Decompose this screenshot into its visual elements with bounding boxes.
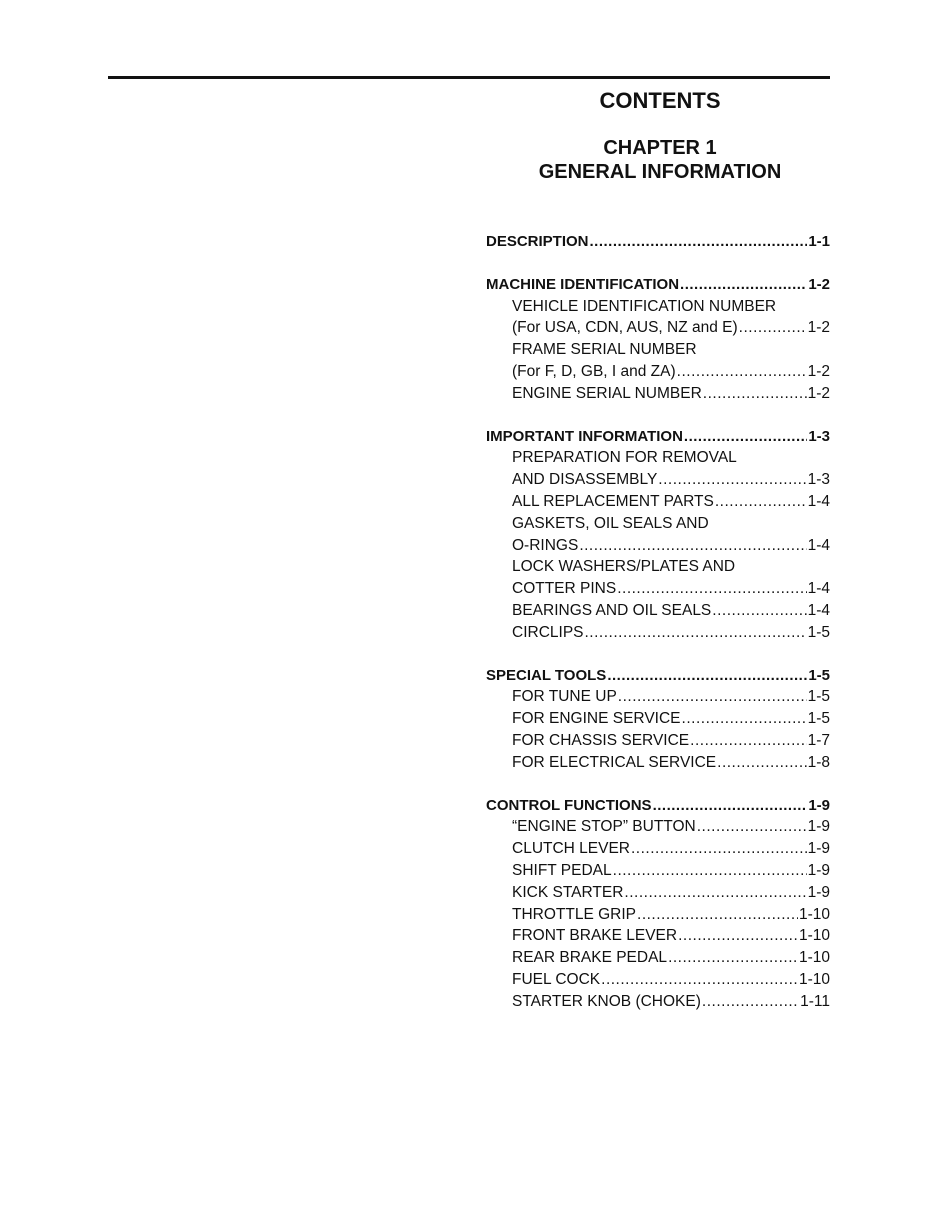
leader-dots [739, 317, 807, 339]
toc-entry[interactable] [486, 556, 830, 578]
toc-entry[interactable] [486, 882, 830, 904]
toc-page-number: 1-2 [807, 362, 830, 380]
toc-entry[interactable] [486, 339, 830, 361]
header-rule [108, 76, 830, 79]
toc-entry[interactable] [486, 686, 830, 708]
leader-dots [601, 969, 798, 991]
toc-page-number: 1-4 [807, 601, 830, 619]
chapter-number: CHAPTER 1 [603, 137, 717, 159]
leader-dots [607, 665, 807, 687]
toc-page-number: 1-9 [807, 883, 830, 901]
toc-entry[interactable] [486, 860, 830, 882]
toc-entry-label: PREPARATION FOR REMOVAL [512, 449, 737, 467]
toc-entry-label: CLUTCH LEVER [512, 840, 630, 858]
toc-entry[interactable] [486, 925, 830, 947]
toc-entry[interactable] [486, 513, 830, 535]
toc-entry[interactable] [486, 578, 830, 600]
toc-page-number: 1-9 [807, 840, 830, 858]
toc-entry[interactable] [486, 969, 830, 991]
leader-dots [579, 535, 806, 557]
page-title: CONTENTS [599, 88, 721, 113]
toc-section-heading[interactable] [486, 274, 830, 296]
toc-entry[interactable] [486, 816, 830, 838]
leader-dots [682, 708, 807, 730]
toc-section-heading[interactable] [486, 231, 830, 253]
toc-page-number: 1-11 [800, 992, 830, 1010]
toc-section-heading[interactable] [486, 426, 830, 448]
leader-dots [717, 752, 806, 774]
toc-entry[interactable] [486, 317, 830, 339]
toc-entry-label: FRAME SERIAL NUMBER [512, 341, 697, 359]
toc-section [486, 274, 830, 405]
toc-entry-label: LOCK WASHERS/PLATES AND [512, 558, 736, 576]
toc-section-title: CONTROL FUNCTIONS [486, 796, 652, 814]
toc-page-number: 1-5 [807, 623, 830, 641]
toc-section [486, 231, 830, 253]
toc-entry-label: FOR CHASSIS SERVICE [512, 731, 690, 749]
toc-page-number: 1-9 [807, 861, 830, 879]
table-of-contents [486, 231, 830, 1034]
leader-dots [715, 491, 807, 513]
toc-entry-label: (For USA, CDN, AUS, NZ and E) [512, 319, 738, 337]
toc-page-number: 1-9 [808, 796, 830, 814]
leader-dots [631, 838, 807, 860]
leader-dots [613, 860, 807, 882]
toc-page-number: 1-10 [798, 905, 830, 923]
toc-section [486, 795, 830, 1013]
toc-page-number: 1-4 [807, 580, 830, 598]
toc-entry[interactable] [486, 383, 830, 405]
leader-dots [637, 904, 798, 926]
toc-entry[interactable] [486, 904, 830, 926]
toc-page-number: 1-10 [798, 970, 830, 988]
toc-entry-label: (For F, D, GB, I and ZA) [512, 362, 676, 380]
toc-page-number: 1-10 [798, 949, 830, 967]
leader-dots [702, 991, 799, 1013]
toc-section-title: SPECIAL TOOLS [486, 666, 607, 684]
toc-page-number: 1-5 [807, 710, 830, 728]
toc-page-number: 1-2 [807, 384, 830, 402]
toc-section-title: IMPORTANT INFORMATION [486, 427, 683, 445]
toc-entry-label: STARTER KNOB (CHOKE) [512, 992, 701, 1010]
leader-dots [677, 361, 807, 383]
toc-entry[interactable] [486, 730, 830, 752]
leader-dots [697, 816, 807, 838]
chapter-title: GENERAL INFORMATION [538, 161, 782, 183]
leader-dots [684, 426, 807, 448]
toc-section-title: DESCRIPTION [486, 233, 589, 250]
toc-section [486, 426, 830, 644]
toc-entry-label: O-RINGS [512, 536, 579, 554]
toc-section-heading[interactable] [486, 795, 830, 817]
leader-dots [658, 469, 806, 491]
leader-dots [690, 730, 806, 752]
toc-entry[interactable] [486, 708, 830, 730]
toc-entry-label: ENGINE SERIAL NUMBER [512, 384, 702, 402]
toc-entry[interactable] [486, 491, 830, 513]
toc-entry-label: GASKETS, OIL SEALS AND [512, 514, 709, 532]
toc-entry-label: BEARINGS AND OIL SEALS [512, 601, 712, 619]
toc-page-number: 1-3 [808, 427, 830, 445]
toc-entry-label: REAR BRAKE PEDAL [512, 949, 668, 967]
toc-entry-label: FOR TUNE UP [512, 688, 617, 706]
toc-entry[interactable] [486, 600, 830, 622]
leader-dots [668, 947, 798, 969]
leader-dots [712, 600, 806, 622]
toc-entry-label: AND DISASSEMBLY [512, 471, 658, 489]
toc-entry-label: THROTTLE GRIP [512, 905, 637, 923]
toc-entry-label: VEHICLE IDENTIFICATION NUMBER [512, 297, 777, 315]
leader-dots [624, 882, 806, 904]
toc-entry-label: CIRCLIPS [512, 623, 584, 641]
toc-page-number: 1-2 [807, 319, 830, 337]
toc-entry-label: FOR ENGINE SERVICE [512, 710, 681, 728]
toc-section-title: MACHINE IDENTIFICATION [486, 275, 680, 293]
toc-entry-label: ALL REPLACEMENT PARTS [512, 492, 714, 510]
toc-page-number: 1-3 [807, 471, 830, 489]
toc-entry[interactable] [486, 622, 830, 644]
toc-entry-label: FOR ELECTRICAL SERVICE [512, 753, 717, 771]
toc-page-number: 1-4 [807, 536, 830, 554]
toc-section-heading[interactable] [486, 665, 830, 687]
toc-page-number: 1-4 [807, 492, 830, 510]
toc-page-number: 1-1 [808, 233, 830, 250]
toc-entry-label: FRONT BRAKE LEVER [512, 927, 678, 945]
toc-entry[interactable] [486, 361, 830, 383]
toc-entry[interactable] [486, 296, 830, 318]
toc-entry-label: “ENGINE STOP” BUTTON [512, 818, 696, 836]
toc-entry-label: SHIFT PEDAL [512, 861, 612, 879]
toc-entry[interactable] [486, 947, 830, 969]
toc-entry[interactable] [486, 447, 830, 469]
leader-dots [680, 274, 807, 296]
toc-page-number: 1-5 [808, 666, 830, 684]
toc-entry[interactable] [486, 838, 830, 860]
leader-dots [703, 383, 807, 405]
toc-entry[interactable] [486, 991, 830, 1013]
leader-dots [585, 622, 807, 644]
toc-page-number: 1-7 [807, 731, 830, 749]
leader-dots [618, 686, 807, 708]
leader-dots [617, 578, 806, 600]
toc-page-number: 1-5 [807, 688, 830, 706]
toc-page-number: 1-8 [807, 753, 830, 771]
toc-entry[interactable] [486, 469, 830, 491]
toc-entry[interactable] [486, 535, 830, 557]
leader-dots [653, 795, 808, 817]
toc-page-number: 1-9 [807, 818, 830, 836]
toc-page-number: 1-10 [798, 927, 830, 945]
leader-dots [590, 231, 808, 253]
toc-entry[interactable] [486, 752, 830, 774]
toc-section [486, 665, 830, 774]
leader-dots [678, 925, 798, 947]
toc-entry-label: FUEL COCK [512, 970, 601, 988]
toc-entry-label: COTTER PINS [512, 580, 617, 598]
toc-entry-label: KICK STARTER [512, 883, 624, 901]
toc-page-number: 1-2 [808, 275, 830, 293]
